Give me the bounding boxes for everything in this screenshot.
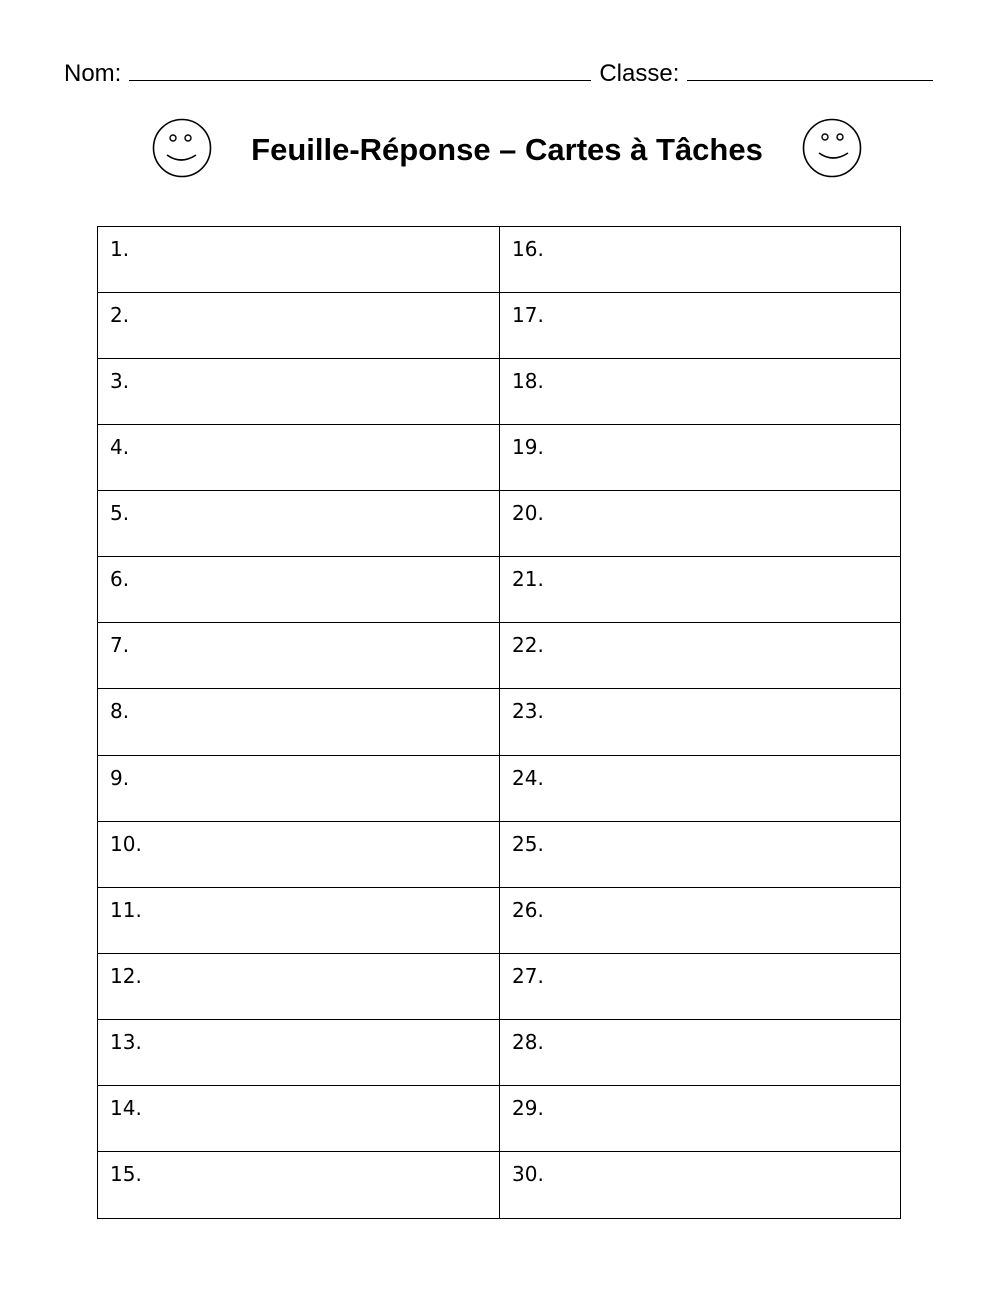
classe-field[interactable] (687, 58, 933, 81)
answer-cell[interactable] (499, 954, 900, 1020)
answer-cell[interactable] (499, 888, 900, 954)
answer-number: 18. (512, 369, 544, 394)
answer-number: 9. (110, 765, 130, 790)
answer-cell[interactable] (499, 756, 900, 822)
answer-number: 26. (512, 897, 544, 922)
answer-cell[interactable] (98, 954, 499, 1020)
answer-cell[interactable] (98, 822, 499, 888)
answer-cell[interactable] (98, 756, 499, 822)
answer-number: 17. (512, 303, 544, 328)
answer-cell[interactable] (499, 1152, 900, 1218)
answer-cell[interactable] (98, 1020, 499, 1086)
classe-label: Classe: (599, 60, 680, 87)
answer-cell[interactable] (499, 359, 900, 425)
answer-number: 1. (110, 237, 130, 261)
answer-number: 23. (512, 699, 544, 724)
answer-number: 3. (110, 369, 130, 394)
answer-cell[interactable] (499, 425, 900, 491)
answer-cell[interactable] (98, 359, 499, 425)
answer-number: 20. (512, 501, 544, 526)
answer-cell[interactable] (499, 822, 900, 888)
answer-number: 25. (512, 831, 544, 856)
answer-number: 8. (110, 699, 130, 724)
answer-cell[interactable] (98, 623, 499, 689)
answer-number: 10. (110, 831, 142, 856)
answer-number: 22. (512, 633, 544, 658)
answer-number: 5. (110, 501, 130, 526)
answer-cell[interactable] (499, 293, 900, 359)
answer-cell[interactable] (499, 227, 900, 293)
answer-cell[interactable] (499, 623, 900, 689)
nom-field[interactable] (129, 58, 591, 81)
answer-cell[interactable] (98, 1152, 499, 1218)
nom-label: Nom: (64, 60, 122, 87)
answer-number: 24. (512, 765, 544, 790)
answer-number: 7. (110, 633, 130, 658)
answer-cell[interactable] (98, 557, 499, 623)
answer-cell[interactable] (499, 491, 900, 557)
answer-number: 15. (110, 1161, 142, 1186)
answer-number: 2. (110, 303, 130, 328)
answer-cell[interactable] (98, 293, 499, 359)
answer-number: 12. (110, 963, 142, 988)
answer-number: 16. (512, 237, 544, 261)
answer-cell[interactable] (98, 491, 499, 557)
answer-cell[interactable] (98, 1086, 499, 1152)
answer-number: 28. (512, 1029, 544, 1054)
answer-number: 29. (512, 1095, 544, 1120)
answer-cell[interactable] (499, 1020, 900, 1086)
answer-number: 13. (110, 1029, 142, 1054)
answer-number: 4. (110, 435, 130, 460)
answer-number: 19. (512, 435, 544, 460)
answer-cell[interactable] (499, 557, 900, 623)
smiley-face-icon (802, 118, 862, 178)
student-info-line (64, 58, 954, 90)
answer-number: 6. (110, 567, 130, 592)
answer-cell[interactable] (98, 689, 499, 755)
answer-cell[interactable] (499, 689, 900, 755)
answer-cell[interactable] (98, 888, 499, 954)
answer-number: 21. (512, 567, 544, 592)
answer-number: 14. (110, 1095, 142, 1120)
answer-number: 30. (512, 1161, 544, 1186)
answer-number: 11. (110, 897, 142, 922)
answer-table (97, 226, 901, 1219)
answer-cell[interactable] (98, 227, 499, 293)
answer-number: 27. (512, 963, 544, 988)
answer-cell[interactable] (98, 425, 499, 491)
answer-cell[interactable] (499, 1086, 900, 1152)
page-title: Feuille-Réponse – Cartes à Tâches (251, 132, 763, 167)
